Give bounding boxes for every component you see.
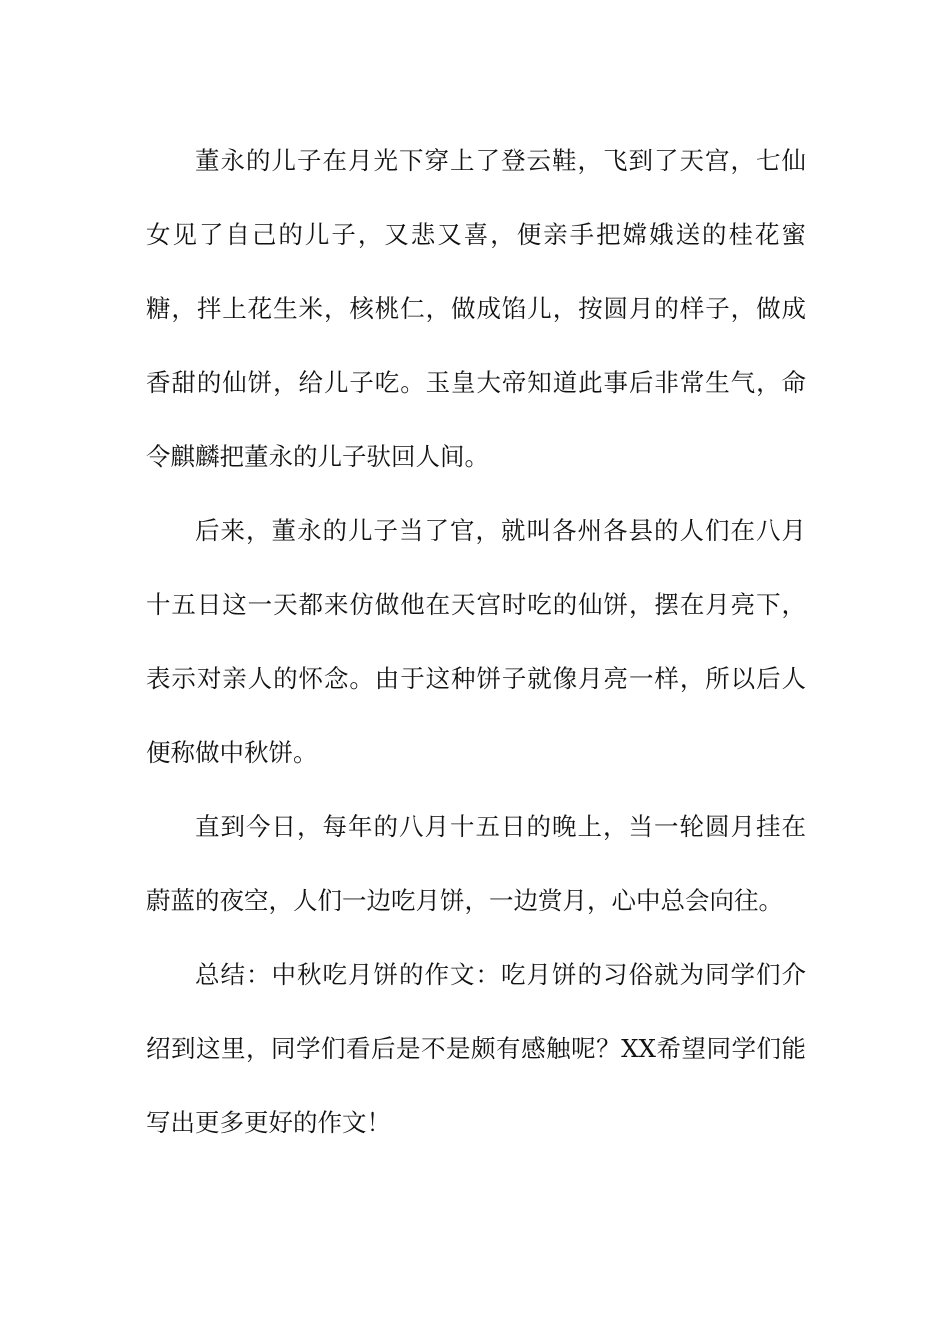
document-body <box>146 124 806 1160</box>
paragraph-4: 总结：中秋吃月饼的作文：吃月饼的习俗就为同学们介绍到这里，同学们看后是不是颇有感触呢？XX希望同学们能写出更多更好的作文！ <box>146 960 806 1137</box>
paragraph-1: 董永的儿子在月光下穿上了登云鞋，飞到了天宫，七仙女见了自己的儿子，又悲又喜，便亲手把嫦娥送的桂花蜜糖，拌上花生米，核桃仁，做成馅儿，按圆月的样子，做成香甜的仙饼，给儿子吃。玉皇大帝知道此事后非常生气，命令麒麟把董永的儿子驮回人间。 <box>146 146 806 471</box>
paragraph-2: 后来，董永的儿子当了官，就叫各州各县的人们在八月十五日这一天都来仿做他在天宫时吃的仙饼，摆在月亮下，表示对亲人的怀念。由于这种饼子就像月亮一样，所以后人便称做中秋饼。 <box>146 516 806 767</box>
paragraph-3: 直到今日，每年的八月十五日的晚上，当一轮圆月挂在蔚蓝的夜空，人们一边吃月饼，一边赏月，心中总会向往。 <box>146 812 806 915</box>
